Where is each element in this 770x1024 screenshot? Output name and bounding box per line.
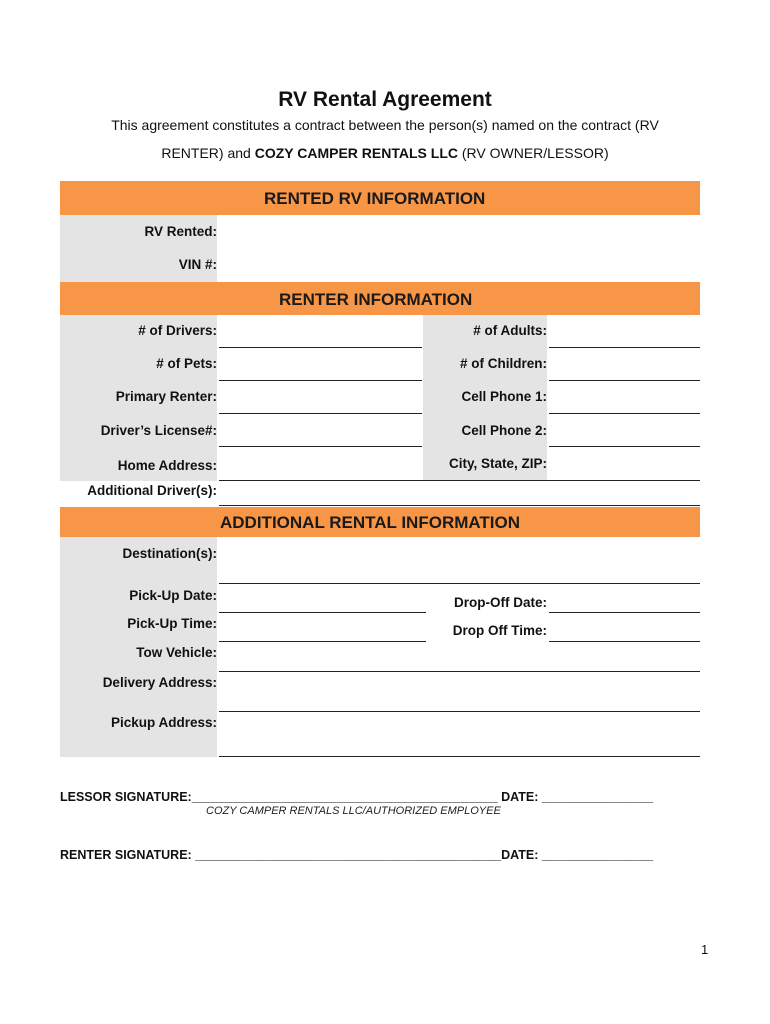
additional-section-title: ADDITIONAL RENTAL INFORMATION (220, 513, 520, 532)
renter-signature-row (60, 848, 653, 862)
pickup-time-label: Pick-Up Time: (127, 616, 217, 631)
dropoff-time-label: Drop Off Time: (452, 623, 547, 638)
lessor-company-name: COZY CAMPER RENTALS LLC (254, 145, 458, 161)
cell-phone-2-label: Cell Phone 2: (461, 423, 547, 438)
dropoff-date-label: Drop-Off Date: (454, 595, 547, 610)
primary-renter-field[interactable] (219, 413, 422, 414)
pickup-address-field[interactable] (219, 756, 700, 757)
renter-date-label: DATE: (501, 848, 539, 862)
renter-date-line[interactable]: ________________ (541, 848, 654, 862)
intro-line-1: This agreement constitutes a contract between the person(s) named on the contract (RV (111, 117, 659, 133)
city-state-zip-label: City, State, ZIP: (448, 456, 547, 471)
rv-section-header (60, 181, 700, 215)
lessor-date-label: DATE: (501, 790, 539, 804)
adults-field[interactable] (549, 347, 700, 348)
lessor-signature-line[interactable]: ____________________________________________ (191, 790, 498, 804)
page-number: 1 (701, 942, 709, 957)
home-address-label: Home Address: (117, 458, 217, 473)
delivery-address-label: Delivery Address: (102, 675, 217, 690)
lessor-signature-row (60, 790, 653, 804)
children-label: # of Children: (460, 356, 547, 371)
drivers-license-label: Driver’s License#: (100, 423, 217, 438)
lessor-signature-label: LESSOR SIGNATURE: (60, 790, 192, 804)
destinations-field[interactable] (219, 583, 700, 584)
intro-line-2-pre: RENTER) and (161, 145, 255, 161)
cell-phone-1-label: Cell Phone 1: (461, 389, 547, 404)
pets-label: # of Pets: (156, 356, 217, 371)
additional-drivers-label: Additional Driver(s): (87, 483, 217, 498)
home-address-field[interactable] (219, 450, 422, 478)
primary-renter-label: Primary Renter: (115, 389, 217, 404)
tow-vehicle-label: Tow Vehicle: (136, 645, 217, 660)
children-field[interactable] (549, 380, 700, 381)
cell-phone-2-field[interactable] (549, 446, 700, 447)
renter-signature-line[interactable]: ____________________________________________ (195, 848, 502, 862)
vin-field[interactable] (219, 251, 699, 279)
rv-rented-field[interactable] (219, 219, 699, 247)
home-address-line (219, 480, 700, 481)
dropoff-date-field[interactable] (549, 612, 700, 613)
drivers-label: # of Drivers: (138, 323, 217, 338)
pickup-date-field[interactable] (219, 612, 426, 613)
pickup-date-label: Pick-Up Date: (129, 588, 217, 603)
delivery-address-field[interactable] (219, 711, 700, 712)
renter-section-header (60, 282, 700, 315)
dropoff-time-field[interactable] (549, 641, 700, 642)
drivers-field[interactable] (219, 347, 422, 348)
renter-section-title: RENTER INFORMATION (279, 290, 473, 309)
rv-rented-label: RV Rented: (144, 224, 217, 239)
renter-signature-label: RENTER SIGNATURE: (60, 848, 192, 862)
cell-phone-1-field[interactable] (549, 413, 700, 414)
pickup-time-field[interactable] (219, 641, 426, 642)
pets-field[interactable] (219, 380, 422, 381)
intro-line-2 (90, 145, 680, 161)
adults-label: # of Adults: (473, 323, 547, 338)
intro-line-2-post: (RV OWNER/LESSOR) (457, 145, 609, 161)
page-title: RV Rental Agreement (278, 88, 492, 111)
lessor-signature-caption: COZY CAMPER RENTALS LLC/AUTHORIZED EMPLOYEE (206, 805, 501, 817)
additional-section-header (60, 507, 700, 537)
vin-label: VIN #: (178, 257, 217, 272)
pickup-address-label: Pickup Address: (110, 715, 217, 730)
lessor-date-line[interactable]: ________________ (541, 790, 654, 804)
rv-section-title: RENTED RV INFORMATION (264, 189, 486, 208)
tow-vehicle-field[interactable] (219, 671, 700, 672)
destinations-label: Destination(s): (122, 546, 217, 561)
drivers-license-field[interactable] (219, 446, 422, 447)
additional-drivers-field[interactable] (219, 505, 700, 506)
